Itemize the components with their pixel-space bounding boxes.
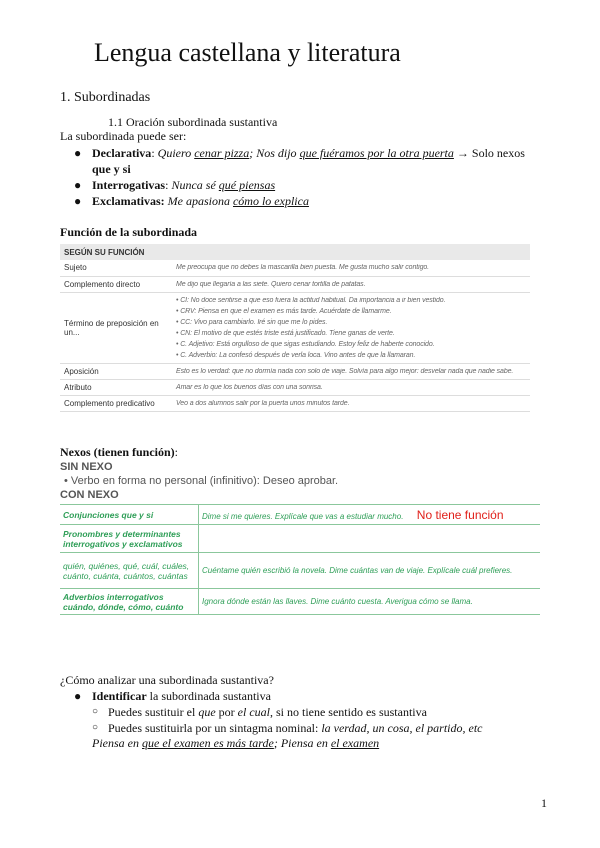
table-header: SEGÚN SU FUNCIÓN (60, 244, 530, 260)
analyze-list (60, 688, 550, 736)
section-funcion: Función de la subordinada (60, 225, 198, 239)
table-row: quién, quiénes, qué, cuál, cuáles, cuánto, cuánta, cuántos, cuántas Cuéntame quién escribió la novela. Dime cuántas van de viaje. Explícale cuál prefieres. (60, 553, 540, 589)
bullet-icon: ● (74, 178, 82, 192)
list-item-interrogativas: ● Interrogativas: Nunca sé qué piensas (74, 178, 276, 192)
intro-text: La subordinada puede ser: (60, 129, 187, 143)
table-row: Sujeto Me preocupa que no debes la mascarilla bien puesta. Me gusta mucho salir contigo. (60, 260, 530, 276)
list-item-declarativa: ● Declarativa: Quiero cenar pizza; Nos dijo que fuéramos por la otra puerta → Solo nexos que y si (74, 146, 525, 176)
annotation-no-funcion: No tiene función (416, 507, 504, 522)
bullet-icon: ● (74, 689, 82, 703)
list-item-sustituir-que: ○ Puedes sustituir el que por el cual, si no tiene sentido es sustantiva (92, 705, 427, 719)
nexos-figure: SIN NEXO • Verbo en forma no personal (infinitivo): Deseo aprobar. CON NEXO Conjunciones que y si Dime si me quieres. Explícale que vas a estudiar mucho. No tiene función Pronombres y determinantes interrogativos y exclamativos quién, quiénes, qué, cuál, cuáles, cuánto, cuánta, cuántos, cuántas Cuéntame quién escribió la novela. Dime cuántas van de viaje. Explícale cuál prefieres. Adverbios interrogativos cuándo, dónde, cómo, cuánto Ignora dónde están las llaves. Dime cuánto cuesta. Averigua cómo se llama. (60, 460, 540, 615)
bullet-icon: ● (74, 146, 82, 160)
section-nexos: Nexos (tienen función): (60, 445, 179, 459)
table-row: Conjunciones que y si Dime si me quieres. Explícale que vas a estudiar mucho. No tiene función (60, 505, 540, 525)
table-row: Complemento directo Me dijo que llegaría a las siete. Quiero cenar tortilla de patatas. (60, 276, 530, 292)
table-row: Pronombres y determinantes interrogativos y exclamativos (60, 525, 540, 553)
analyze-example: Piensa en que el examen es más tarde; Piensa en el examen (92, 736, 380, 750)
heading-sustantiva: 1.1 Oración subordinada sustantiva (108, 115, 278, 129)
table-row: Aposición Esto es lo verdad: que no dormía nada con solo de viaje. Solvía para algo mejor: desvelar nada que nadie sabe. (60, 363, 530, 379)
analyze-question: ¿Cómo analizar una subordinada sustantiva? (60, 673, 274, 687)
table-row: Atributo Amar es lo que los buenos días con una sonrisa. (60, 379, 530, 395)
function-table (60, 244, 530, 412)
circle-bullet-icon: ○ (92, 722, 99, 733)
nexos-table (60, 504, 540, 615)
table-row: Complemento predicativo Veo a dos alumnos salir por la puerta unos minutos tarde. (60, 395, 530, 411)
types-list (60, 145, 550, 209)
document-title: Lengua castellana y literatura (94, 38, 401, 67)
page-number: 1 (541, 796, 547, 810)
list-item-sintagma: ○ Puedes sustituirla por un sintagma nominal: la verdad, un cosa, el partido, etc (92, 721, 483, 735)
list-item-exclamativas: ● Exclamativas: Me apasiona cómo lo explica (74, 194, 309, 208)
circle-bullet-icon: ○ (92, 706, 99, 717)
table-row: Término de preposición en un... • CI: No doce sentirse a que eso fuera la actitud habitual. Da importancia a ir bien vestido. • CRV: Piensa en que el examen es más tarde. Acuérdate de llamarme. • CC: Vivo para cambiarlo. Iré sin que me lo pides. • CN: El motivo de que estés triste está justificado. Tiene ganas de verte. • C. Adjetivo: Está orgulloso de que sigas estudiando. Estoy feliz de haberte conocido. • C. Adverbio: La confesó después de verla loca. Vino antes de que la llamaran. (60, 292, 530, 363)
bullet-icon: ● (74, 194, 82, 208)
heading-subordinadas: 1. Subordinadas (60, 90, 151, 105)
table-row: Adverbios interrogativos cuándo, dónde, cómo, cuánto Ignora dónde están las llaves. Dime cuánto cuesta. Averigua cómo se llama. (60, 589, 540, 615)
list-item-identificar: ● Identificar la subordinada sustantiva ○ Puedes sustituir el que por el cual, si no tiene sentido es sustantiva ○ Puedes sustituirla por un sintagma nominal: la verdad, un cosa, el partido, etc (60, 688, 550, 736)
